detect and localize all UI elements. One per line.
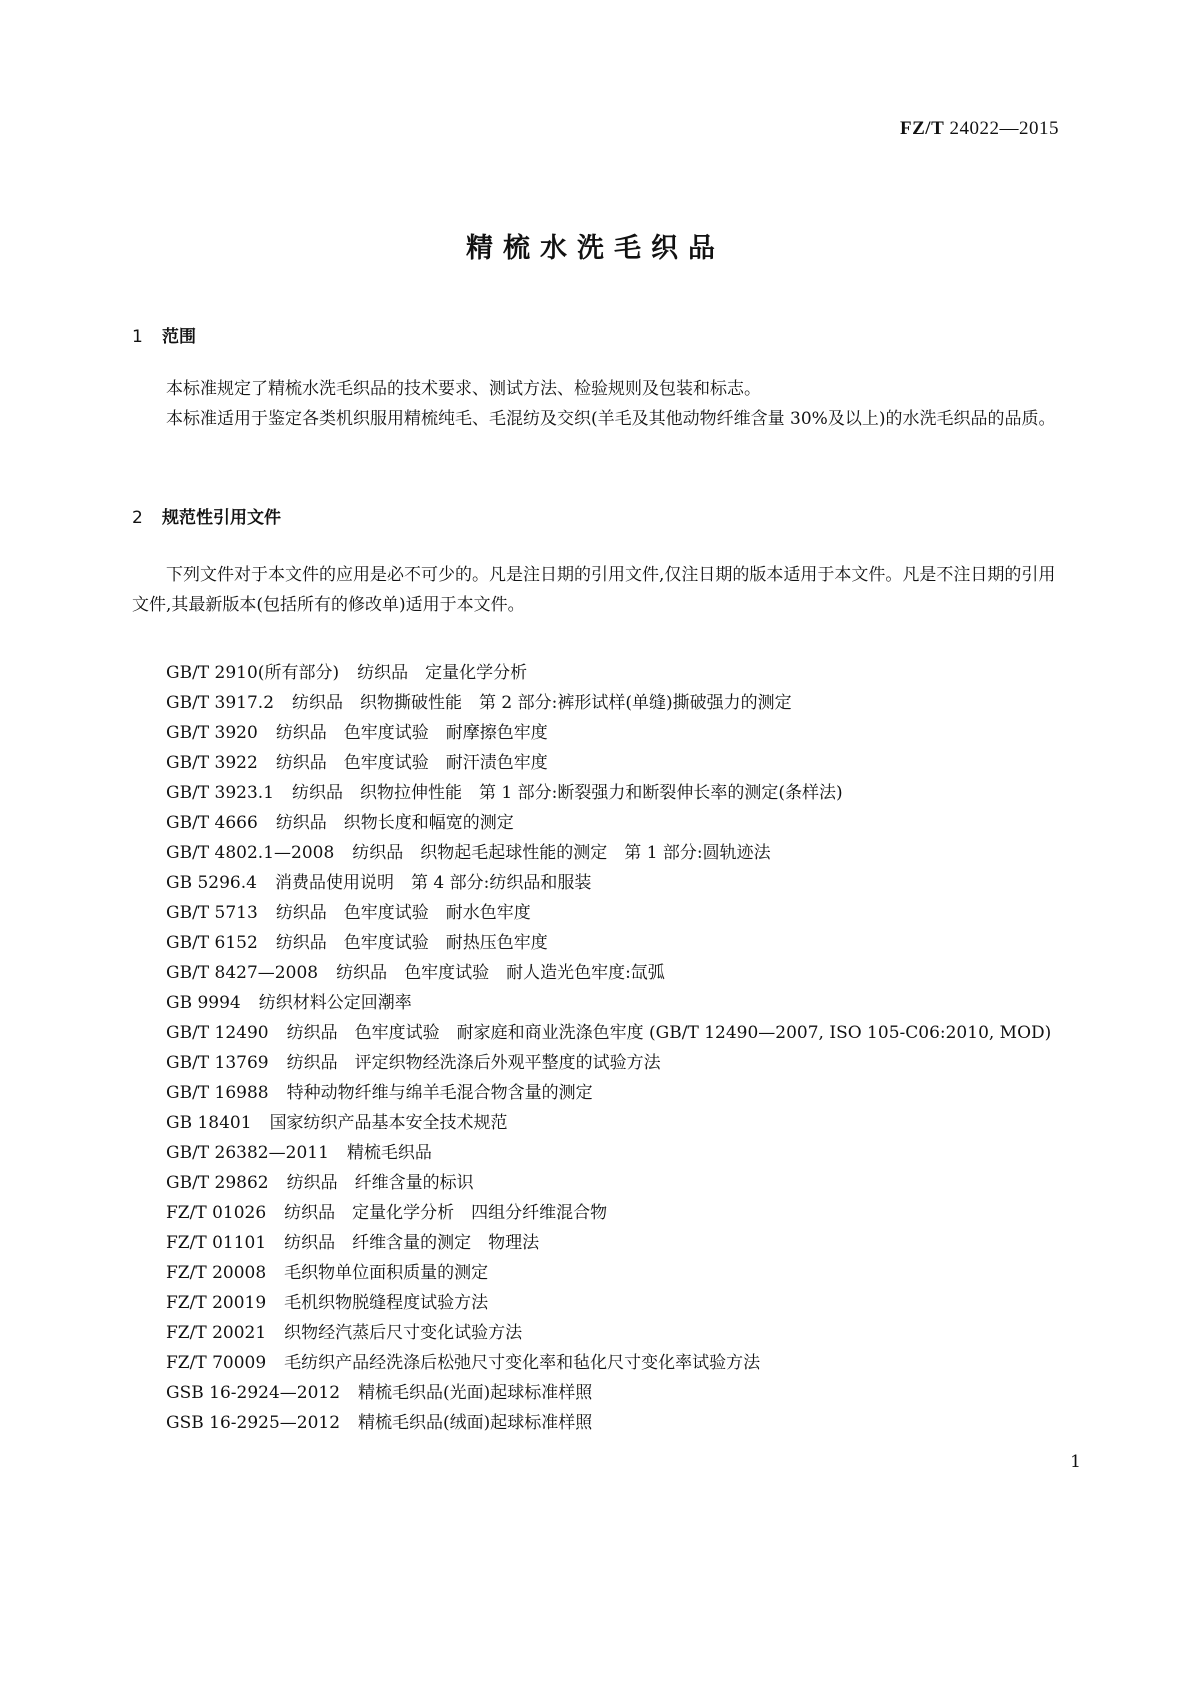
reference-title: 纺织品 评定织物经洗涤后外观平整度的试验方法 [286,1053,661,1073]
reference-title: 纺织品 定量化学分析 [357,663,528,683]
section-1-number: 1 [132,327,143,347]
reference-code: GSB 16-2924—2012 [166,1383,341,1403]
reference-title: 纺织品 织物拉伸性能 第 1 部分:断裂强力和断裂伸长率的测定(条样法) [292,783,843,803]
reference-code: FZ/T 20008 [166,1263,267,1283]
reference-code: GB/T 4666 [166,813,258,833]
reference-item [132,1378,1062,1408]
standard-code-number: 24022—2015 [949,118,1059,139]
document-title: 精梳水洗毛织品 [466,233,725,264]
reference-code: GB/T 26382—2011 [166,1143,329,1163]
reference-code: GB 18401 [166,1113,252,1133]
reference-item [132,1138,1062,1168]
reference-code: GB/T 29862 [166,1173,269,1193]
reference-title: 纺织品 色牢度试验 耐摩擦色牢度 [275,723,548,743]
reference-code: GB/T 8427—2008 [166,963,319,983]
reference-item [132,1288,1062,1318]
reference-title: 纺织材料公定回潮率 [258,993,412,1013]
standard-code-prefix: FZ/T [900,118,945,139]
reference-item [132,1318,1062,1348]
reference-title: 国家纺织产品基本安全技术规范 [269,1113,508,1133]
reference-title: 消费品使用说明 第 4 部分:纺织品和服装 [274,873,592,893]
reference-code: FZ/T 20019 [166,1293,267,1313]
reference-item [132,658,1062,688]
reference-item [132,988,1062,1018]
reference-item [132,838,1062,868]
section-1-paragraph-1: 本标准规定了精梳水洗毛织品的技术要求、测试方法、检验规则及包装和标志。 [166,379,761,399]
section-2-number: 2 [132,508,143,528]
reference-title: 精梳毛织品(绒面)起球标准样照 [358,1413,593,1433]
standard-code [900,118,1059,140]
reference-title: 特种动物纤维与绵羊毛混合物含量的测定 [286,1083,593,1103]
reference-code: GB/T 6152 [166,933,258,953]
reference-item [132,1258,1062,1288]
reference-code: FZ/T 01101 [166,1233,267,1253]
reference-code: GB 5296.4 [166,873,257,893]
reference-item [132,928,1062,958]
reference-title: 纺织品 定量化学分析 四组分纤维混合物 [284,1203,608,1223]
reference-item [132,778,1062,808]
reference-title: 纺织品 色牢度试验 耐热压色牢度 [275,933,548,953]
reference-item [132,868,1062,898]
section-2-heading [132,503,281,528]
reference-item [132,1348,1062,1378]
reference-code: FZ/T 01026 [166,1203,267,1223]
reference-item [132,898,1062,928]
page-number: 1 [1070,1452,1081,1472]
reference-item [132,1078,1062,1108]
reference-item [132,748,1062,778]
reference-code: GB/T 12490 [166,1023,269,1043]
reference-item [132,1018,1062,1048]
reference-title: 纺织品 纤维含量的测定 物理法 [284,1233,540,1253]
reference-title: 毛机织物脱缝程度试验方法 [284,1293,489,1313]
reference-title: 毛纺织产品经洗涤后松弛尺寸变化率和毡化尺寸变化率试验方法 [284,1353,761,1373]
reference-code: FZ/T 20021 [166,1323,267,1343]
reference-item [132,1108,1062,1138]
reference-title: 纺织品 纤维含量的标识 [286,1173,474,1193]
reference-code: GB/T 3922 [166,753,258,773]
reference-title: 纺织品 色牢度试验 耐水色牢度 [275,903,531,923]
reference-item [132,688,1062,718]
section-1-title: 范围 [162,327,196,347]
reference-code: FZ/T 70009 [166,1353,267,1373]
reference-title: 纺织品 织物起毛起球性能的测定 第 1 部分:圆轨迹法 [352,843,771,863]
reference-title: 织物经汽蒸后尺寸变化试验方法 [284,1323,523,1343]
reference-item [132,958,1062,988]
reference-code: GSB 16-2925—2012 [166,1413,341,1433]
reference-title: 纺织品 织物撕破性能 第 2 部分:裤形试样(单缝)撕破强力的测定 [292,693,792,713]
reference-title: 纺织品 织物长度和幅宽的测定 [275,813,514,833]
reference-item [132,1228,1062,1258]
reference-code: GB/T 5713 [166,903,258,923]
reference-item [132,1408,1062,1438]
reference-item [132,1168,1062,1198]
reference-code: GB/T 3923.1 [166,783,275,803]
reference-code: GB/T 16988 [166,1083,269,1103]
reference-title: 毛织物单位面积质量的测定 [284,1263,489,1283]
reference-title: 精梳毛织品 [346,1143,432,1163]
reference-title: 纺织品 色牢度试验 耐汗渍色牢度 [275,753,548,773]
reference-list [132,658,1062,1438]
section-2-intro: 下列文件对于本文件的应用是必不可少的。凡是注日期的引用文件,仅注日期的版本适用于本文件。凡是不注日期的引用文件,其最新版本(包括所有的修改单)适用于本文件。 [132,565,1056,615]
section-2-title: 规范性引用文件 [162,508,281,528]
reference-code: GB/T 4802.1—2008 [166,843,335,863]
reference-code: GB 9994 [166,993,241,1013]
reference-item [132,718,1062,748]
reference-code: GB/T 2910(所有部分) [166,663,340,683]
reference-code: GB/T 3920 [166,723,258,743]
reference-item [132,1048,1062,1078]
reference-code: GB/T 13769 [166,1053,269,1073]
reference-title: 纺织品 色牢度试验 耐家庭和商业洗涤色牢度 (GB/T 12490—2007, ISO 105-C06:2010, MOD) [286,1023,1052,1043]
section-1-paragraph-2: 本标准适用于鉴定各类机织服用精梳纯毛、毛混纺及交织(羊毛及其他动物纤维含量 30%及以上)的水洗毛织品的品质。 [166,409,1056,429]
reference-code: GB/T 3917.2 [166,693,275,713]
reference-item [132,808,1062,838]
reference-item [132,1198,1062,1228]
reference-title: 精梳毛织品(光面)起球标准样照 [358,1383,593,1403]
section-1-heading [132,322,196,347]
reference-title: 纺织品 色牢度试验 耐人造光色牢度:氙弧 [336,963,665,983]
